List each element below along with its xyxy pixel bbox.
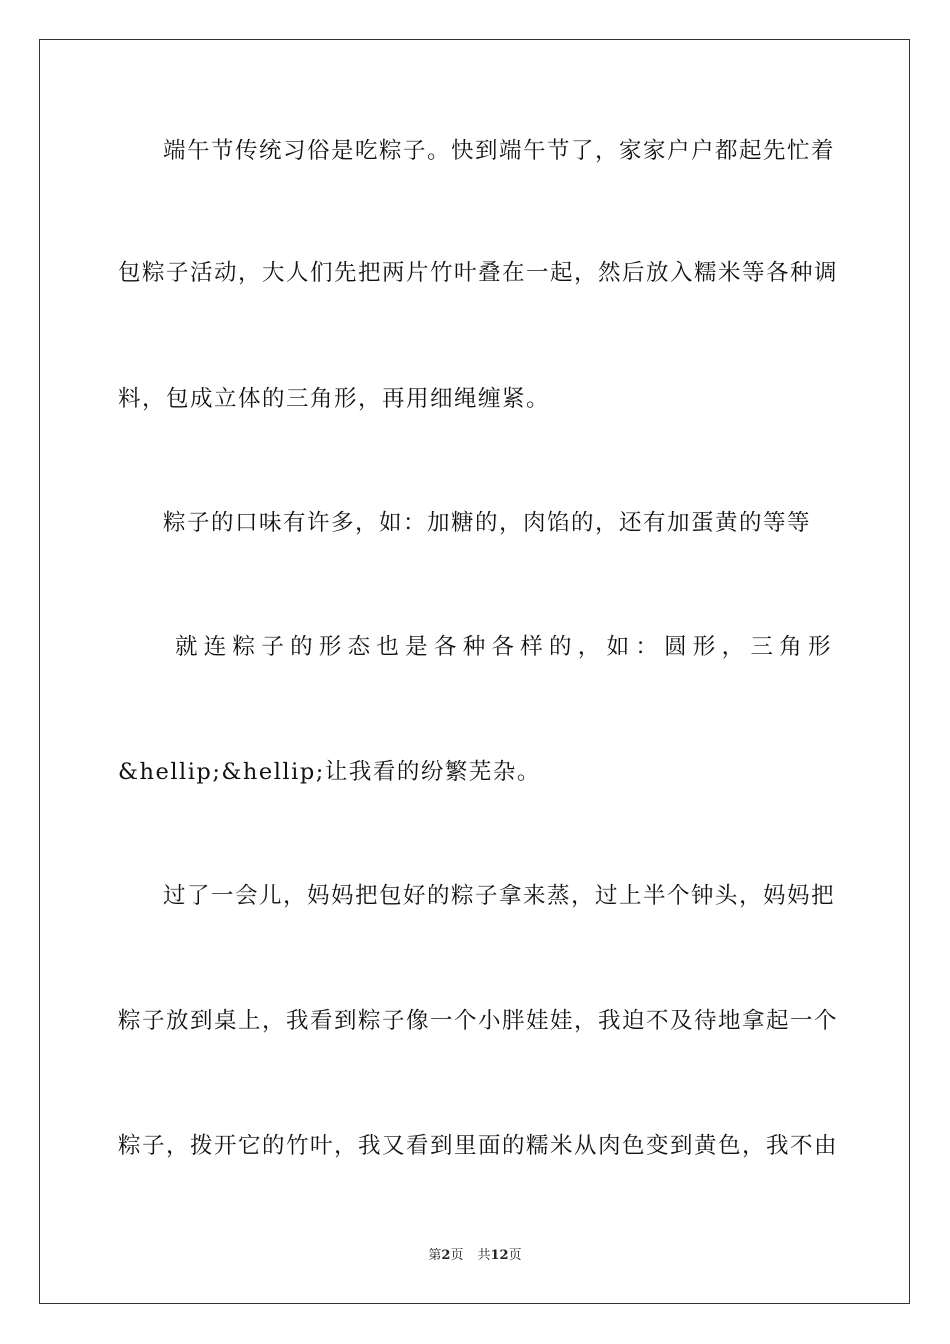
paragraph-1-line-2: 包粽子活动，大人们先把两片竹叶叠在一起，然后放入糯米等各种调 [118,260,839,286]
paragraph-4-line-3: 粽子，拨开它的竹叶，我又看到里面的糯米从肉色变到黄色，我不由 [118,1133,839,1159]
total-pages: 12 [490,1248,509,1263]
paragraph-3-line-2: &hellip;&hellip;让我看的纷繁芜杂。 [118,759,541,785]
page-number: 2 [441,1248,451,1263]
page-footer [0,1248,950,1264]
page-border [39,39,910,1304]
total-prefix: 共 [477,1248,491,1263]
page-suffix: 页 [450,1248,464,1263]
page-prefix: 第 [428,1248,442,1263]
total-suffix: 页 [508,1248,522,1263]
paragraph-3-line-1: 就连粽子的形态也是各种各样的，如：圆形，三角形 [175,634,832,660]
paragraph-4-line-2: 粽子放到桌上，我看到粽子像一个小胖娃娃，我迫不及待地拿起一个 [118,1008,839,1034]
paragraph-2-line-1: 粽子的口味有许多，如：加糖的，肉馅的，还有加蛋黄的等等 [163,510,812,536]
paragraph-1-line-1: 端午节传统习俗是吃粽子。快到端午节了，家家户户都起先忙着 [163,138,836,164]
paragraph-1-line-3: 料，包成立体的三角形，再用细绳缠紧。 [118,386,551,412]
paragraph-4-line-1: 过了一会儿，妈妈把包好的粽子拿来蒸，过上半个钟头，妈妈把 [163,883,836,909]
